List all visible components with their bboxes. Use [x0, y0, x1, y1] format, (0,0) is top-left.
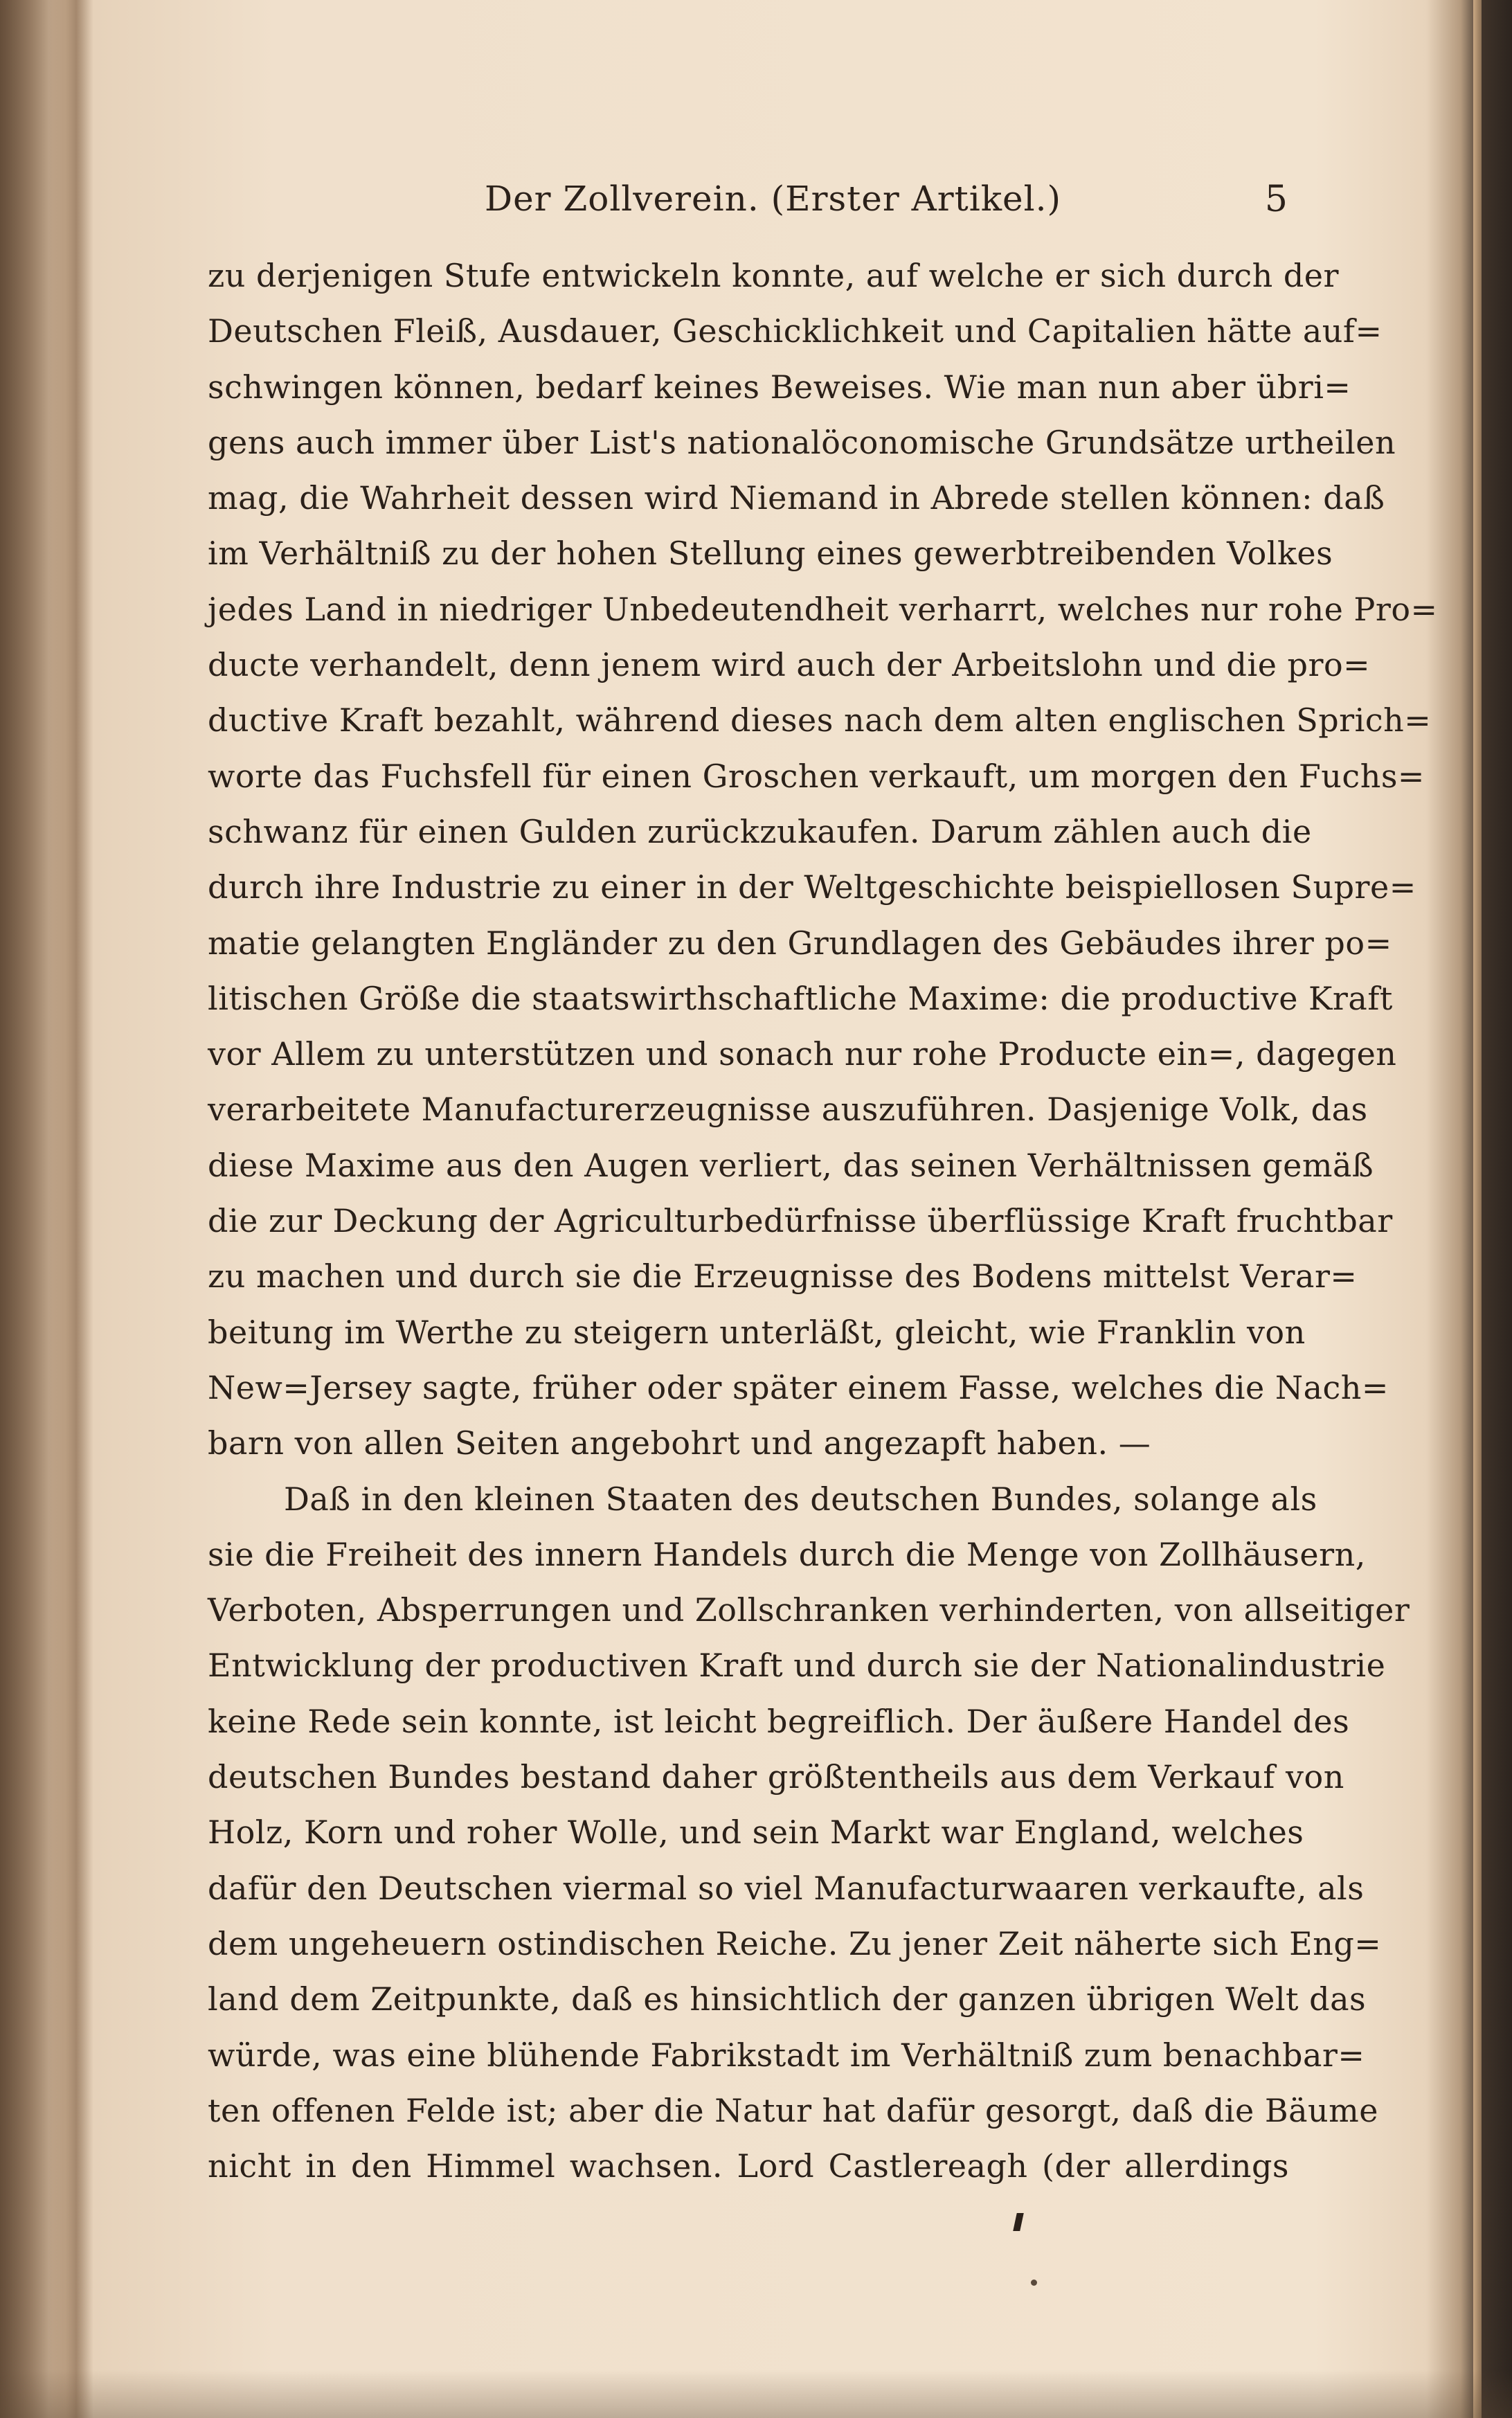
- text-line: im Verhältniß zu der hohen Stellung eines gewerbtreibenden Volkes: [208, 535, 1333, 573]
- running-title: Der Zollverein. (Erster Artikel.): [485, 179, 1062, 219]
- text-line: vor Allem zu unterstützen und sonach nur rohe Producte ein=, dagegen: [208, 1035, 1397, 1073]
- text-line: ducte verhandelt, denn jenem wird auch der Arbeitslohn und die pro=: [208, 646, 1371, 684]
- text-line: ten offenen Felde ist; aber die Natur hat dafür gesorgt, daß die Bäume: [208, 2091, 1379, 2129]
- paragraph-start-line: Daß in den kleinen Staaten des deutschen Bundes, solange als: [284, 1480, 1317, 1518]
- body-text: [208, 248, 1438, 2194]
- text-line: deutschen Bundes bestand daher größtentheils aus dem Verkauf von: [208, 1758, 1344, 1796]
- text-line: Verboten, Absperrungen und Zollschranken verhinderten, von allseitiger: [208, 1591, 1410, 1629]
- page-edge: [1473, 0, 1482, 2418]
- bottom-shade: [0, 2370, 1512, 2418]
- text-line: ductive Kraft bezahlt, während dieses nach dem alten englischen Sprich=: [208, 701, 1432, 740]
- text-line: diese Maxime aus den Augen verliert, das seinen Verhältnissen gemäß: [208, 1146, 1374, 1184]
- text-line: Holz, Korn und roher Wolle, und sein Markt war England, welches: [208, 1814, 1304, 1852]
- paragraph-end-line: barn von allen Seiten angebohrt und angezapft haben. —: [208, 1424, 1151, 1462]
- text-line: mag, die Wahrheit dessen wird Niemand in Abrede stellen können: daß: [208, 479, 1385, 517]
- text-line: durch ihre Industrie zu einer in der Weltgeschichte beispiellosen Supre=: [208, 868, 1416, 906]
- page-header: [215, 179, 1288, 234]
- printers-mark: [1013, 2213, 1024, 2231]
- text-line: schwanz für einen Gulden zurückzukaufen. Darum zählen auch die: [208, 812, 1312, 850]
- text-line: Deutschen Fleiß, Ausdauer, Geschicklichkeit und Capitalien hätte auf=: [208, 312, 1383, 350]
- text-line: Entwicklung der productiven Kraft und durch sie der Nationalindustrie: [208, 1647, 1386, 1685]
- text-line: schwingen können, bedarf keines Beweises. Wie man nun aber übri=: [208, 368, 1351, 406]
- page-number: 5: [1264, 179, 1288, 220]
- text-line: zu derjenigen Stufe entwickeln konnte, auf welche er sich durch der: [208, 257, 1340, 294]
- text-line: sie die Freiheit des innern Handels durch die Menge von Zollhäusern,: [208, 1535, 1366, 1573]
- text-line: dafür den Deutschen viermal so viel Manufacturwaaren verkaufte, als: [208, 1869, 1365, 1907]
- text-line: dem ungeheuern ostindischen Reiche. Zu jener Zeit näherte sich Eng=: [208, 1924, 1382, 1962]
- text-line: worte das Fuchsfell für einen Groschen verkauft, um morgen den Fuchs=: [208, 757, 1425, 795]
- text-line: zu machen und durch sie die Erzeugnisse des Bodens mittelst Verar=: [208, 1257, 1358, 1296]
- text-line: gens auch immer über List's nationalöconomische Grundsätze urtheilen: [208, 423, 1396, 461]
- ink-speck: [1031, 2280, 1037, 2286]
- text-line: New=Jersey sagte, früher oder später einem Fasse, welches die Nach=: [208, 1368, 1389, 1406]
- text-line: nicht in den Himmel wachsen. Lord Castlereagh (der allerdings: [208, 2147, 1289, 2185]
- text-line: land dem Zeitpunkte, daß es hinsichtlich der ganzen übrigen Welt das: [208, 1980, 1367, 2018]
- text-line: verarbeitete Manufacturerzeugnisse auszuführen. Dasjenige Volk, das: [208, 1091, 1368, 1129]
- text-line: litischen Größe die staatswirthschaftliche Maxime: die productive Kraft: [208, 979, 1393, 1017]
- text-line: die zur Deckung der Agriculturbedürfnisse überflüssige Kraft fruchtbar: [208, 1202, 1393, 1240]
- text-line: beitung im Werthe zu steigern unterläßt, gleicht, wie Franklin von: [208, 1313, 1306, 1351]
- text-line: keine Rede sein konnte, ist leicht begreiflich. Der äußere Handel des: [208, 1702, 1350, 1740]
- text-line: matie gelangten Engländer zu den Grundlagen des Gebäudes ihrer po=: [208, 924, 1392, 962]
- text-line: würde, was eine blühende Fabrikstadt im Verhältniß zum benachbar=: [208, 2036, 1365, 2074]
- text-line: jedes Land in niedriger Unbedeutendheit verharrt, welches nur rohe Pro=: [208, 590, 1438, 628]
- gutter-shadow: [0, 0, 90, 2418]
